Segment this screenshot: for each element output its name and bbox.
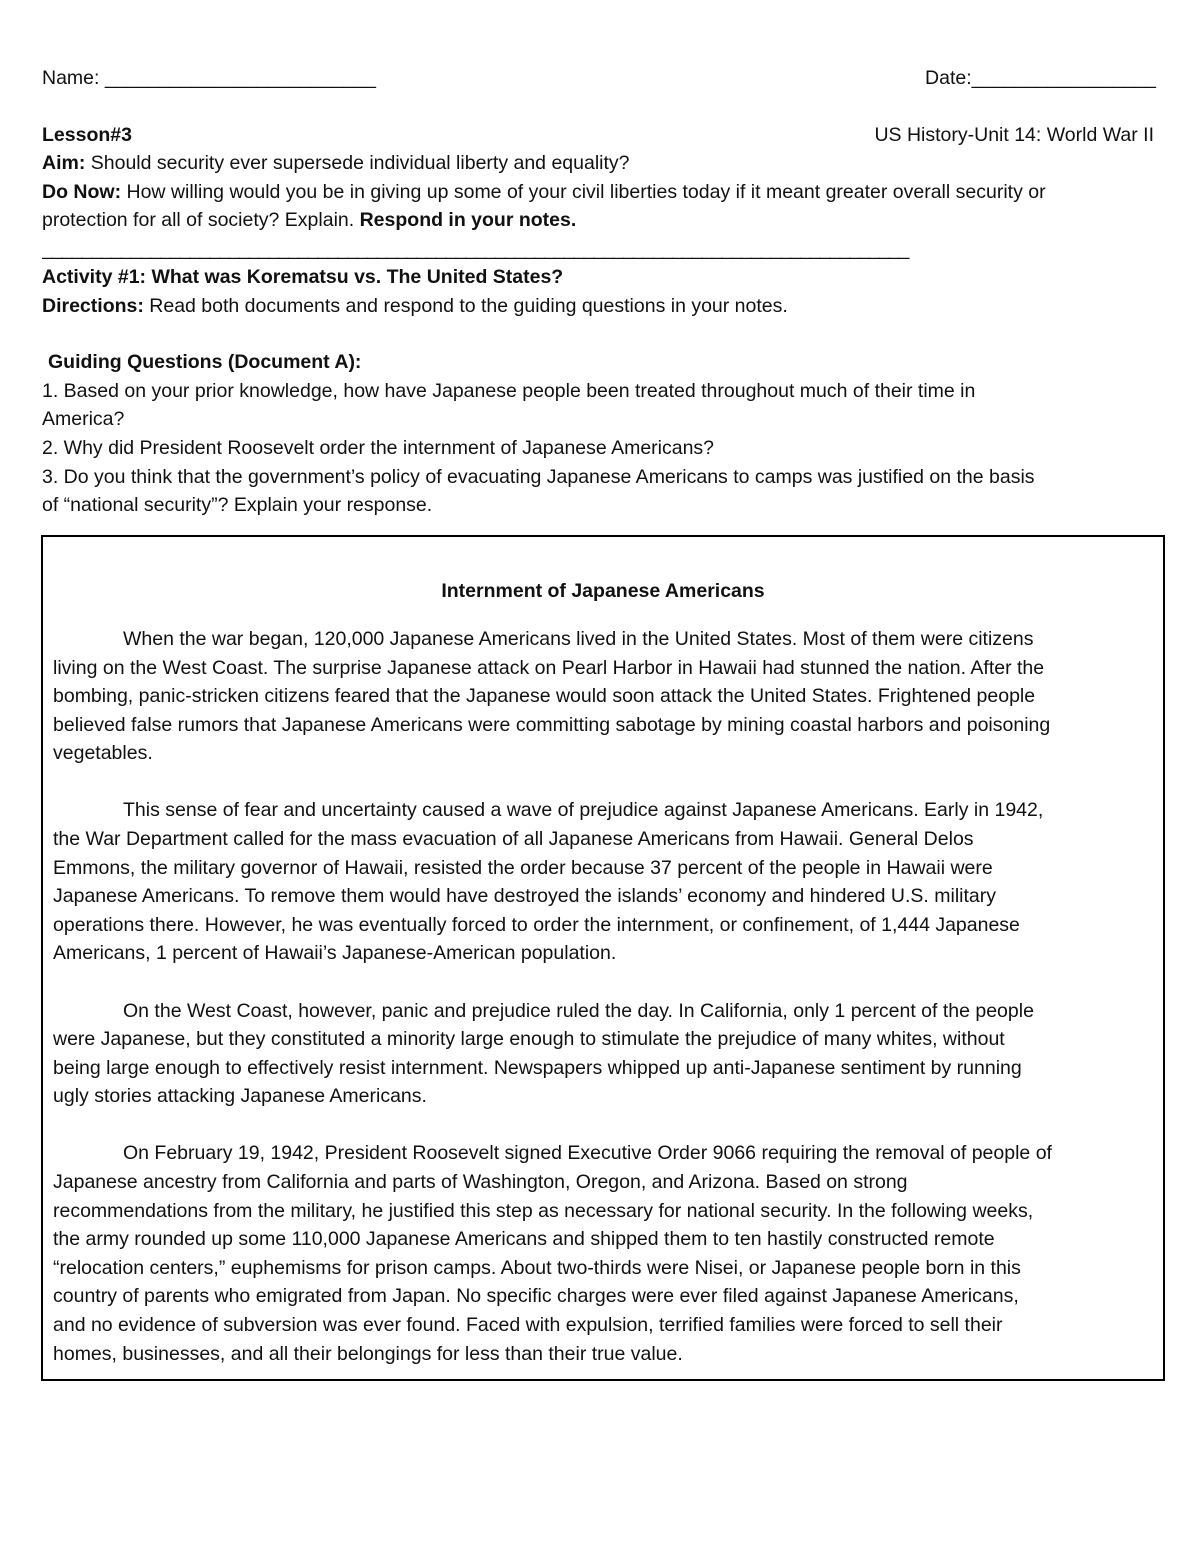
paragraph-line: On February 19, 1942, President Roosevelt signed Executive Order 9066 requiring the removal of people of	[123, 1142, 1052, 1165]
paragraph-4	[53, 1139, 1165, 1368]
paragraph-line: When the war began, 120,000 Japanese Americans lived in the United States. Most of them were citizens	[123, 628, 1034, 650]
paragraph-line: the army rounded up some 110,000 Japanese Americans and shipped them to ten hastily constructed remote	[53, 1228, 995, 1251]
paragraph-line: and no evidence of subversion was ever found. Faced with expulsion, terrified families were forced to sell their	[53, 1313, 1003, 1336]
paragraph-line: living on the West Coast. The surprise Japanese attack on Pearl Harbor in Hawaii had stunned the nation. After the	[53, 656, 1045, 679]
paragraph-line: Japanese Americans. To remove them would have destroyed the islands’ economy and hindered U.S. military	[53, 885, 996, 908]
course-title: US History-Unit 14: World War II	[874, 123, 1154, 146]
paragraph-line: On the West Coast, however, panic and prejudice ruled the day. In California, only 1 percent of the people	[123, 999, 1034, 1022]
paragraph-line: believed false rumors that Japanese Americans were committing sabotage by mining coastal harbors and poisoning	[53, 713, 1051, 736]
paragraph-line: the War Department called for the mass evacuation of all Japanese Americans from Hawaii. General Delos	[53, 828, 974, 851]
question-1-continued: America?	[42, 408, 125, 431]
paragraph-line: were Japanese, but they constituted a minority large enough to stimulate the prejudice of many whites, without	[53, 1028, 1005, 1051]
paragraph-line: recommendations from the military, he justified this step as necessary for national security. In the following weeks,	[53, 1199, 1034, 1222]
do-now-continued: protection for all of society? Explain. Respond in your notes.	[42, 209, 577, 232]
paragraph-2	[53, 796, 1165, 968]
lesson-number: Lesson#3	[42, 123, 132, 146]
aim: Aim: Should security ever supersede individual liberty and equality?	[42, 152, 630, 175]
separator-line: ________________________________________________________________________________________	[42, 237, 909, 260]
name-field: Name: _________________________	[42, 67, 376, 89]
activity-title: Activity #1: What was Korematsu vs. The United States?	[42, 265, 564, 288]
paragraph-line: Americans, 1 percent of Hawaii’s Japanese-American population.	[53, 942, 617, 965]
paragraph-3	[53, 997, 1165, 1111]
paragraph-1	[53, 625, 1165, 768]
paragraph-line: country of parents who emigrated from Japan. No specific charges were ever filed against Japanese Americans,	[53, 1285, 1019, 1308]
paragraph-line: Japanese ancestry from California and parts of Washington, Oregon, and Arizona. Based on strong	[53, 1171, 908, 1193]
header-row	[42, 64, 1154, 93]
question-1: 1. Based on your prior knowledge, how have Japanese people been treated throughout much of their time in	[42, 379, 976, 402]
document-a-box	[41, 535, 1165, 1381]
do-now-emphasis: Respond in your notes.	[359, 209, 577, 232]
paragraph-line: being large enough to effectively resist internment. Newspapers whipped up anti-Japanese sentiment by running	[53, 1056, 1022, 1079]
document-body	[53, 625, 1165, 1397]
lesson-row	[42, 121, 1154, 150]
paragraph-line: vegetables.	[53, 742, 153, 765]
question-3-continued: of “national security”? Explain your response.	[42, 494, 433, 517]
date-blank: _________________	[971, 67, 1156, 89]
paragraph-line: “relocation centers,” euphemisms for prison camps. About two-thirds were Nisei, or Japanese people born in this	[53, 1256, 1021, 1279]
do-now: Do Now: How willing would you be in giving up some of your civil liberties today if it meant greater overall security or	[42, 180, 1046, 203]
directions: Directions: Read both documents and respond to the guiding questions in your notes.	[42, 294, 788, 317]
paragraph-line: ugly stories attacking Japanese Americans.	[53, 1085, 427, 1108]
question-3: 3. Do you think that the government’s policy of evacuating Japanese Americans to camps was justified on the basis	[42, 465, 1035, 488]
question-2: 2. Why did President Roosevelt order the internment of Japanese Americans?	[42, 436, 715, 459]
paragraph-line: bombing, panic-stricken citizens feared that the Japanese would soon attack the United States. Frightened people	[53, 685, 1036, 708]
paragraph-line: Emmons, the military governor of Hawaii, resisted the order because 37 percent of the people in Hawaii were	[53, 856, 993, 879]
paragraph-line: homes, businesses, and all their belongings for less than their true value.	[53, 1342, 683, 1365]
worksheet	[42, 64, 1154, 520]
document-title: Internment of Japanese Americans	[441, 580, 765, 602]
name-blank: _________________________	[104, 67, 376, 89]
date-field: Date:_________________	[925, 67, 1156, 89]
guiding-questions-title: Guiding Questions (Document A):	[48, 351, 362, 374]
paragraph-line: This sense of fear and uncertainty caused a wave of prejudice against Japanese Americans. Early in 1942,	[123, 799, 1044, 822]
paragraph-line: operations there. However, he was eventually forced to order the internment, or confinement, of 1,444 Japanese	[53, 913, 1020, 936]
